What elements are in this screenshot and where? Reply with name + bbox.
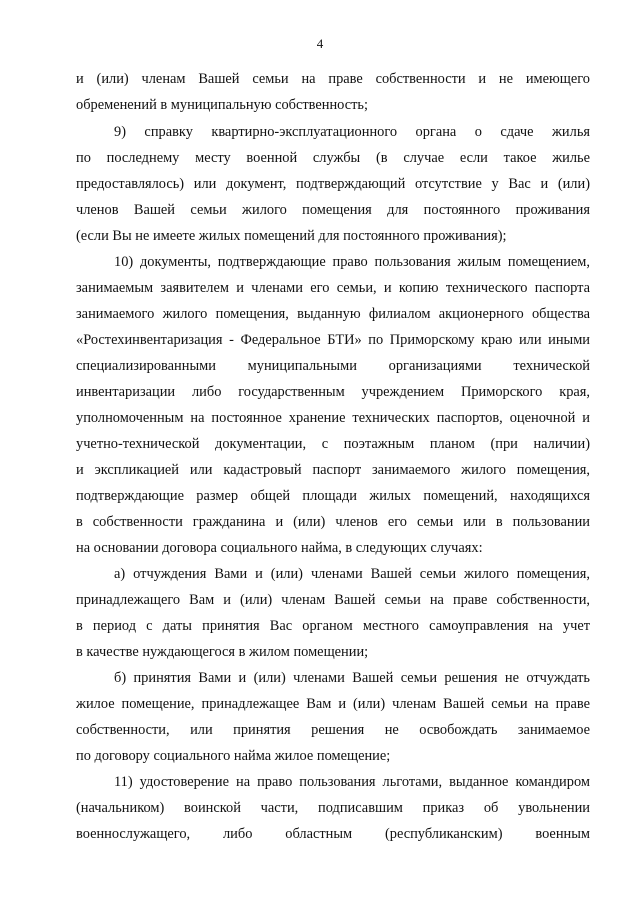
text-line: в качестве нуждающегося в жилом помещении; <box>76 644 369 660</box>
text-line: инвентаризации либо государственным учреждением Приморского края, <box>76 384 590 400</box>
text-line: собственности, или принятия решения не освобождать занимаемое <box>76 722 590 738</box>
text-line: 11) удостоверение на право пользования льготами, выданное командиром <box>114 774 590 790</box>
page-number: 4 <box>316 36 324 51</box>
text-line: 9) справку квартирно-эксплуатационного органа о сдаче жилья <box>114 124 590 140</box>
text-line: специализированными муниципальными организациями технической <box>76 358 590 374</box>
text-line: по последнему месту военной службы (в случае если такое жилье <box>76 150 590 166</box>
text-line: занимаемым заявителем и членами его семьи, и копию технического паспорта <box>76 280 590 296</box>
text-line: и (или) членам Вашей семьи на праве собственности и не имеющего <box>76 71 590 87</box>
text-line: в период с даты принятия Вас органом местного самоуправления на учет <box>76 618 590 634</box>
text-line: на основании договора социального найма, в следующих случаях: <box>76 540 483 556</box>
text-line: подтверждающие размер общей площади жилых помещений, находящихся <box>76 488 590 504</box>
text-line: уполномоченным на постоянное хранение технических паспортов, оценочной и <box>76 410 590 426</box>
text-line: предоставлялось) или документ, подтверждающий отсутствие у Вас и (или) <box>76 176 590 192</box>
text-line: (начальником) воинской части, подписавшим приказ об увольнении <box>76 800 590 816</box>
text-line: занимаемого жилого помещения, выданную филиалом акционерного общества <box>76 306 590 322</box>
text-line: 10) документы, подтверждающие право пользования жилым помещением, <box>114 254 590 270</box>
text-line: военнослужащего, либо областным (республиканским) военным <box>76 826 590 842</box>
text-line: учетно-технической документации, с поэтажным планом (при наличии) <box>76 436 590 452</box>
text-line: принадлежащего Вам и (или) членам Вашей семьи на праве собственности, <box>76 592 590 608</box>
text-line: и экспликацией или кадастровый паспорт занимаемого жилого помещения, <box>76 462 590 478</box>
text-line: членов Вашей семьи жилого помещения для постоянного проживания <box>76 202 590 218</box>
text-line: а) отчуждения Вами и (или) членами Вашей семьи жилого помещения, <box>114 566 590 582</box>
text-line: по договору социального найма жилое помещение; <box>76 748 391 764</box>
text-line: б) принятия Вами и (или) членами Вашей семьи решения не отчуждать <box>114 670 590 686</box>
text-line: жилое помещение, принадлежащее Вам и (или) членам Вашей семьи на праве <box>76 696 590 712</box>
text-line: обременений в муниципальную собственность; <box>76 97 368 113</box>
text-line: (если Вы не имеете жилых помещений для постоянного проживания); <box>76 228 507 244</box>
text-line: «Ростехинвентаризация - Федеральное БТИ» по Приморскому краю или иными <box>76 332 590 348</box>
text-line: в собственности гражданина и (или) членов его семьи или в пользовании <box>76 514 590 530</box>
